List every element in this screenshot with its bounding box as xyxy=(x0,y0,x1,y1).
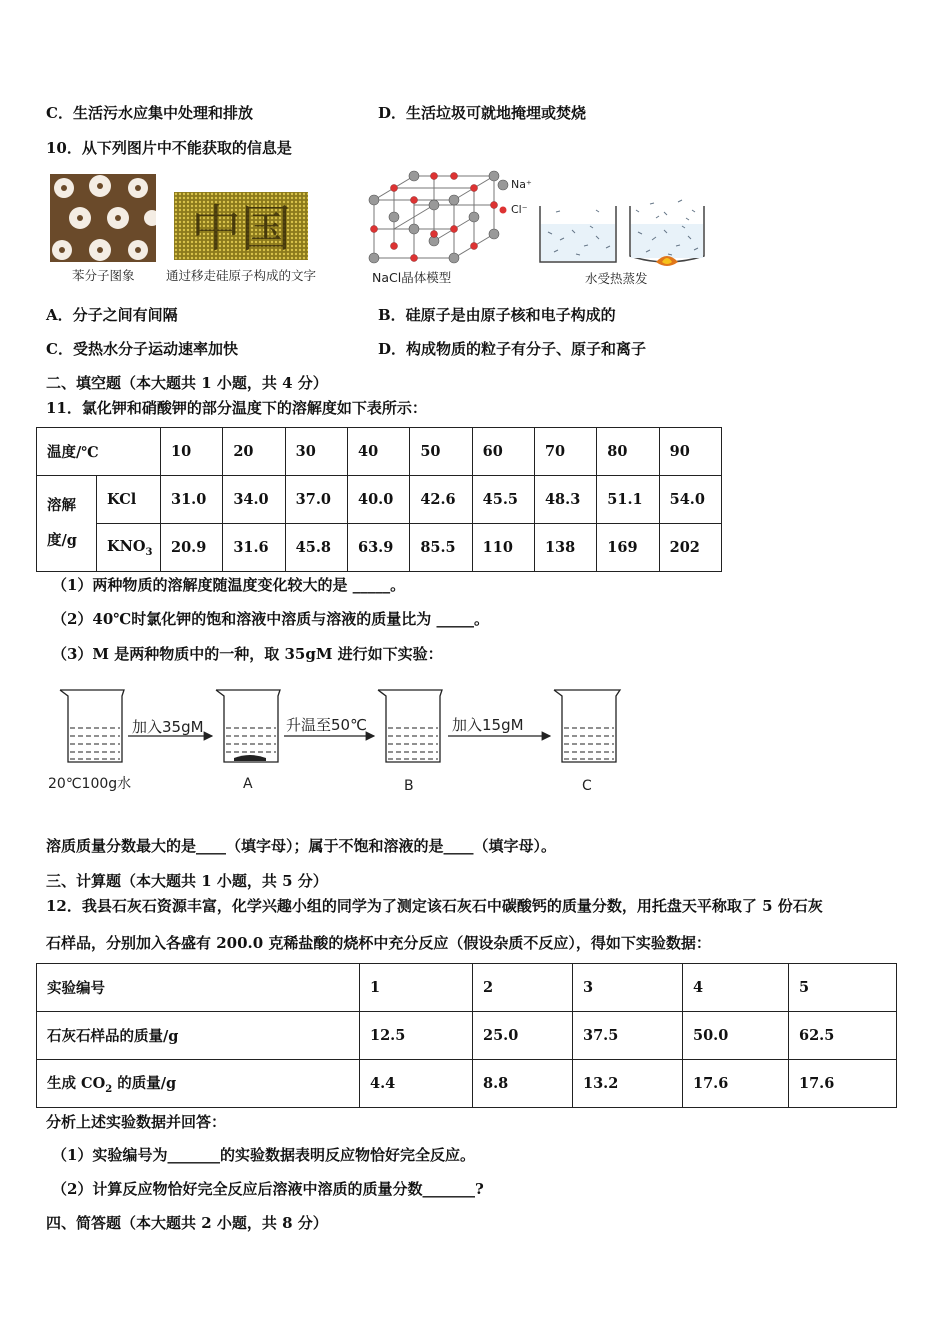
section2-title: 二、填空题（本大题共 1 小题，共 4 分） xyxy=(46,374,328,392)
experiment-table xyxy=(36,963,897,1108)
kcl-label: KCl xyxy=(97,476,161,524)
kcl-cell: 37.0 xyxy=(285,476,347,524)
beaker-c xyxy=(554,690,620,762)
solubility-label-line2: 度/g xyxy=(47,531,77,549)
sample-mass-label: 石灰石样品的质量/g xyxy=(37,1012,360,1060)
q11-sub3: （3）M 是两种物质中的一种，取 35gM 进行如下实验： xyxy=(52,645,443,663)
q10-stem: 10．从下列图片中不能获取的信息是 xyxy=(46,139,292,157)
kcl-cell: 34.0 xyxy=(223,476,285,524)
table-row xyxy=(37,1012,897,1060)
co2-label-b: 的质量/g xyxy=(112,1075,177,1093)
kno3-cell: 31.6 xyxy=(223,524,285,572)
kcl-cell: 31.0 xyxy=(161,476,223,524)
q11-stem: 11．氯化钾和硝酸钾的部分温度下的溶解度如下表所示： xyxy=(46,399,427,417)
exp-number-cell: 4 xyxy=(683,964,789,1012)
kno3-cell: 45.8 xyxy=(285,524,347,572)
q9-option-d: D．生活垃圾可就地掩埋或焚烧 xyxy=(378,104,587,122)
start-label: 20℃100g水 xyxy=(48,776,132,792)
exp-number-cell: 5 xyxy=(789,964,897,1012)
silicon-text: 中国 xyxy=(191,200,291,258)
kcl-cell: 51.1 xyxy=(597,476,659,524)
sample-mass-cell: 50.0 xyxy=(683,1012,789,1060)
table-row xyxy=(37,524,722,572)
exp-number-cell: 3 xyxy=(573,964,683,1012)
kno3-cell: 85.5 xyxy=(410,524,472,572)
beaker-b-label: B xyxy=(404,778,414,794)
exp-number-cell: 1 xyxy=(360,964,473,1012)
co2-mass-label xyxy=(37,1060,360,1108)
co2-label-a: 生成 CO xyxy=(47,1075,106,1093)
na-legend-icon xyxy=(497,179,509,191)
q11-sub1: （1）两种物质的溶解度随温度变化较大的是 _____。 xyxy=(52,576,406,594)
table-row xyxy=(37,1060,897,1108)
kno3-cell: 169 xyxy=(597,524,659,572)
kno3-label-text: KNO xyxy=(107,537,146,555)
exp-number-header: 实验编号 xyxy=(37,964,360,1012)
kcl-cell: 42.6 xyxy=(410,476,472,524)
co2-mass-cell: 8.8 xyxy=(473,1060,573,1108)
table-row xyxy=(37,964,897,1012)
exp-number-cell: 2 xyxy=(473,964,573,1012)
q12-analysis: 分析上述实验数据并回答： xyxy=(46,1113,227,1131)
water-caption: 水受热蒸发 xyxy=(585,271,648,286)
temp-cell: 70 xyxy=(534,428,596,476)
kno3-cell: 138 xyxy=(534,524,596,572)
na-legend-label: Na⁺ xyxy=(511,178,532,191)
temp-cell: 90 xyxy=(659,428,721,476)
q10-option-a: A．分子之间有间隔 xyxy=(46,306,178,324)
q10-option-d: D．构成物质的粒子有分子、原子和离子 xyxy=(378,340,647,358)
section4-title: 四、简答题（本大题共 2 小题，共 8 分） xyxy=(46,1214,328,1232)
benzene-caption: 苯分子图象 xyxy=(72,268,135,283)
q12-stem-line1: 12．我县石灰石资源丰富，化学兴趣小组的同学为了测定该石灰石中碳酸钙的质量分数，用托盘天平称取了 5 份石灰 xyxy=(46,897,823,915)
kcl-cell: 48.3 xyxy=(534,476,596,524)
experiment-diagram xyxy=(40,684,640,800)
beaker-b xyxy=(378,690,442,762)
q12-sub2: （2）计算反应物恰好完全反应后溶液中溶质的质量分数_______? xyxy=(52,1180,484,1198)
temp-header: 温度/℃ xyxy=(37,428,161,476)
temp-cell: 50 xyxy=(410,428,472,476)
cl-legend-label: Cl⁻ xyxy=(511,203,528,216)
beaker-start xyxy=(60,690,124,762)
kno3-label xyxy=(97,524,161,572)
kno3-cell: 20.9 xyxy=(161,524,223,572)
co2-mass-cell: 4.4 xyxy=(360,1060,473,1108)
q12-sub1: （1）实验编号为_______的实验数据表明反应物恰好完全反应。 xyxy=(52,1146,475,1164)
beaker-c-label: C xyxy=(582,778,592,794)
temp-cell: 60 xyxy=(472,428,534,476)
temp-cell: 30 xyxy=(285,428,347,476)
co2-mass-cell: 17.6 xyxy=(683,1060,789,1108)
co2-mass-cell: 13.2 xyxy=(573,1060,683,1108)
q11-answer-line: 溶质质量分数最大的是____（填字母）；属于不饱和溶液的是____（填字母）。 xyxy=(46,837,557,855)
kcl-cell: 45.5 xyxy=(472,476,534,524)
solubility-table xyxy=(36,427,722,572)
temp-cell: 40 xyxy=(347,428,409,476)
table-row xyxy=(37,476,722,524)
silicon-caption: 通过移走硅原子构成的文字 xyxy=(166,268,317,283)
kcl-cell: 54.0 xyxy=(659,476,721,524)
undissolved-solid xyxy=(234,755,266,761)
temp-cell: 80 xyxy=(597,428,659,476)
table-row xyxy=(37,428,722,476)
co2-label-sub: 2 xyxy=(105,1083,113,1095)
solubility-label-line1: 溶解 xyxy=(47,496,76,514)
water-evaporation-image xyxy=(536,196,712,268)
step2-label: 升温至50℃ xyxy=(286,716,367,734)
kno3-cell: 202 xyxy=(659,524,721,572)
section3-title: 三、计算题（本大题共 1 小题，共 5 分） xyxy=(46,872,328,890)
q10-option-c: C．受热水分子运动速率加快 xyxy=(46,340,238,358)
beaker-a-label: A xyxy=(243,776,253,792)
solubility-label xyxy=(37,476,97,572)
q10-option-b: B．硅原子是由原子核和电子构成的 xyxy=(378,306,616,324)
benzene-molecule-image xyxy=(50,174,156,262)
kno3-cell: 63.9 xyxy=(347,524,409,572)
beaker-a xyxy=(216,690,280,762)
temp-cell: 20 xyxy=(223,428,285,476)
q12-stem-line2: 石样品，分别加入各盛有 200.0 克稀盐酸的烧杯中充分反应（假设杂质不反应），得如下实验数据： xyxy=(46,934,711,952)
cl-legend-icon xyxy=(498,205,508,215)
kno3-cell: 110 xyxy=(472,524,534,572)
q9-option-c: C．生活污水应集中处理和排放 xyxy=(46,104,253,122)
sample-mass-cell: 62.5 xyxy=(789,1012,897,1060)
silicon-atoms-image xyxy=(174,192,308,260)
kcl-cell: 40.0 xyxy=(347,476,409,524)
temp-cell: 10 xyxy=(161,428,223,476)
sample-mass-cell: 12.5 xyxy=(360,1012,473,1060)
sample-mass-cell: 37.5 xyxy=(573,1012,683,1060)
kno3-label-sub: 3 xyxy=(145,546,153,558)
sample-mass-cell: 25.0 xyxy=(473,1012,573,1060)
co2-mass-cell: 17.6 xyxy=(789,1060,897,1108)
q11-sub2: （2）40℃时氯化钾的饱和溶液中溶质与溶液的质量比为 _____。 xyxy=(52,610,490,628)
step1-label: 加入35gM xyxy=(132,718,204,736)
nacl-caption: NaCl晶体模型 xyxy=(372,270,452,285)
step3-label: 加入15gM xyxy=(452,716,524,734)
